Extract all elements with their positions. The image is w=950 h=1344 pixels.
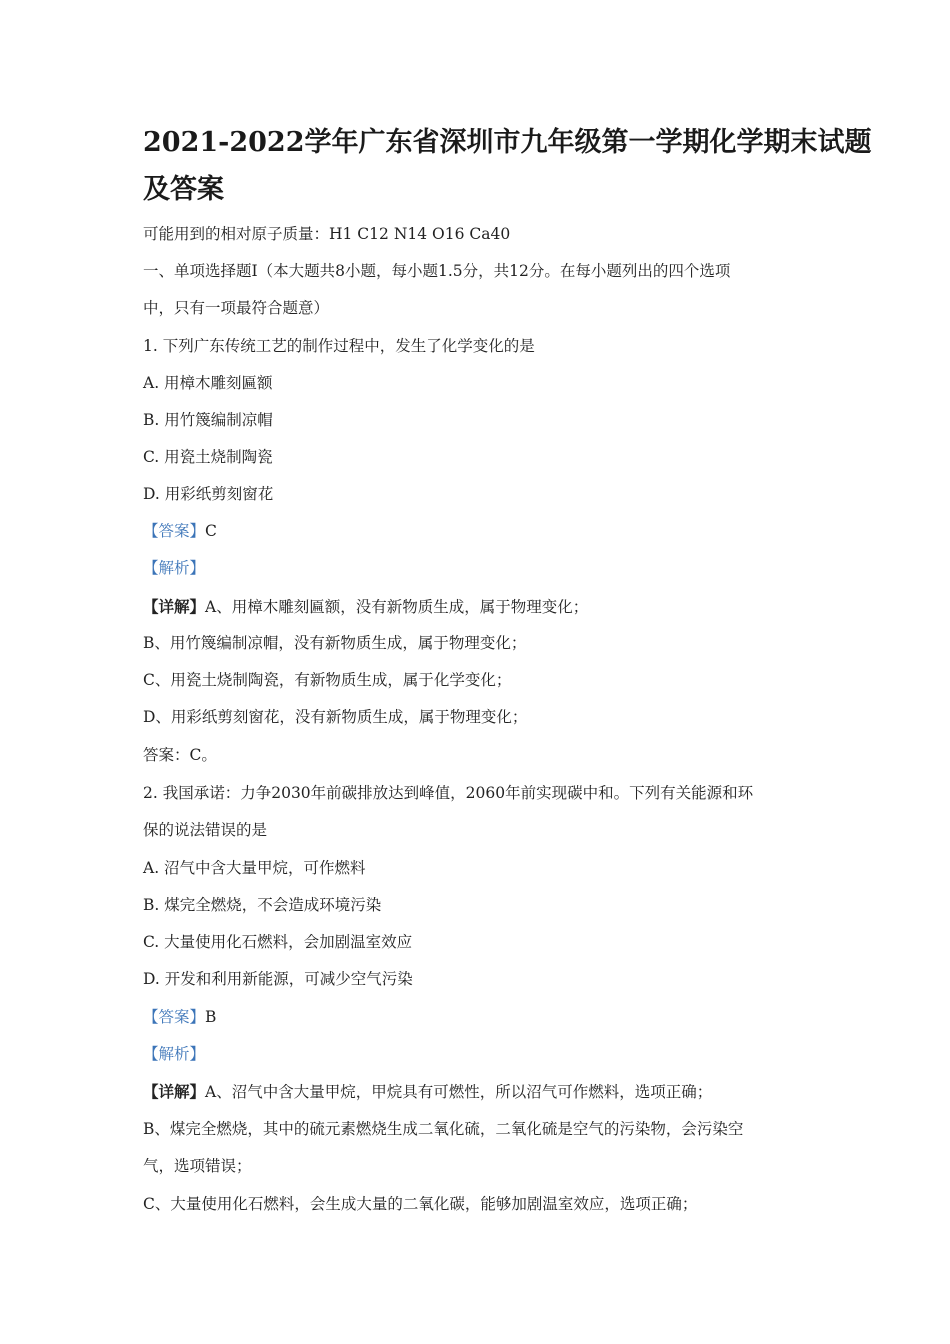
q1-option-c: C. 用瓷土烧制陶瓷 [143, 448, 273, 466]
section-heading-line-2: 中，只有一项最符合题意） [143, 299, 330, 317]
q1-stem: 1. 下列广东传统工艺的制作过程中，发生了化学变化的是 [143, 337, 535, 355]
q2-detail-label: 【详解】 [143, 1082, 206, 1101]
q2-answer-value: B [205, 1008, 217, 1026]
q2-option-c: C. 大量使用化石燃料，会加剧温室效应 [143, 933, 413, 951]
q2-option-a: A. 沼气中含大量甲烷，可作燃料 [143, 859, 366, 877]
q2-option-b: B. 煤完全燃烧，不会造成环境污染 [143, 896, 382, 914]
q1-detail-line-3: C、用瓷土烧制陶瓷，有新物质生成，属于化学变化； [143, 671, 512, 689]
q2-answer-label: 【答案】 [143, 1008, 206, 1026]
q2-detail-line-2: B、煤完全燃烧，其中的硫元素燃烧生成二氧化硫，二氧化硫是空气的污染物，会污染空 [143, 1120, 744, 1138]
q2-detail-line-1 [143, 1084, 823, 1101]
q1-answer-label: 【答案】 [143, 522, 206, 540]
q2-detail-line-3: 气，选项错误； [143, 1157, 252, 1175]
q2-answer [143, 1010, 823, 1026]
q1-option-b: B. 用竹篾编制凉帽 [143, 411, 273, 429]
q1-answer [143, 524, 823, 540]
q2-detail-line-4: C、大量使用化石燃料，会生成大量的二氧化碳，能够加剧温室效应，选项正确； [143, 1195, 698, 1213]
q1-option-d: D. 用彩纸剪刻窗花 [143, 485, 274, 503]
q1-answer-value: C [205, 522, 217, 540]
q2-stem-line-2: 保的说法错误的是 [143, 821, 268, 839]
title-line-1: 2021-2022学年广东省深圳市九年级第一学期化学期末试题 [143, 127, 872, 158]
q2-detail-text-1: A、沼气中含大量甲烷，甲烷具有可燃性，所以沼气可作燃料，选项正确； [205, 1083, 713, 1101]
q1-conclusion: 答案：C。 [143, 746, 217, 764]
q1-analysis-label: 【解析】 [143, 559, 206, 577]
q2-option-d: D. 开发和利用新能源，可减少空气污染 [143, 970, 413, 988]
q1-detail-line-4: D、用彩纸剪刻窗花，没有新物质生成，属于物理变化； [143, 708, 528, 726]
q2-stem-line-1: 2. 我国承诺：力争2030年前碳排放达到峰值，2060年前实现碳中和。下列有关能源和环 [143, 784, 754, 802]
q1-detail-line-2: B、用竹篾编制凉帽，没有新物质生成，属于物理变化； [143, 634, 527, 652]
q1-option-a: A. 用樟木雕刻匾额 [143, 374, 273, 392]
title-line-2: 及答案 [143, 174, 224, 205]
q2-analysis-label: 【解析】 [143, 1045, 206, 1063]
q1-detail-label: 【详解】 [143, 597, 206, 616]
section-heading-line-1: 一、单项选择题Ⅰ（本大题共8小题，每小题1.5分，共12分。在每小题列出的四个选项 [143, 262, 731, 280]
q1-detail-line-1 [143, 599, 823, 616]
q1-detail-text-1: A、用樟木雕刻匾额，没有新物质生成，属于物理变化； [205, 598, 589, 616]
atomic-mass-note: 可能用到的相对原子质量：H1 C12 N14 O16 Ca40 [143, 225, 511, 243]
